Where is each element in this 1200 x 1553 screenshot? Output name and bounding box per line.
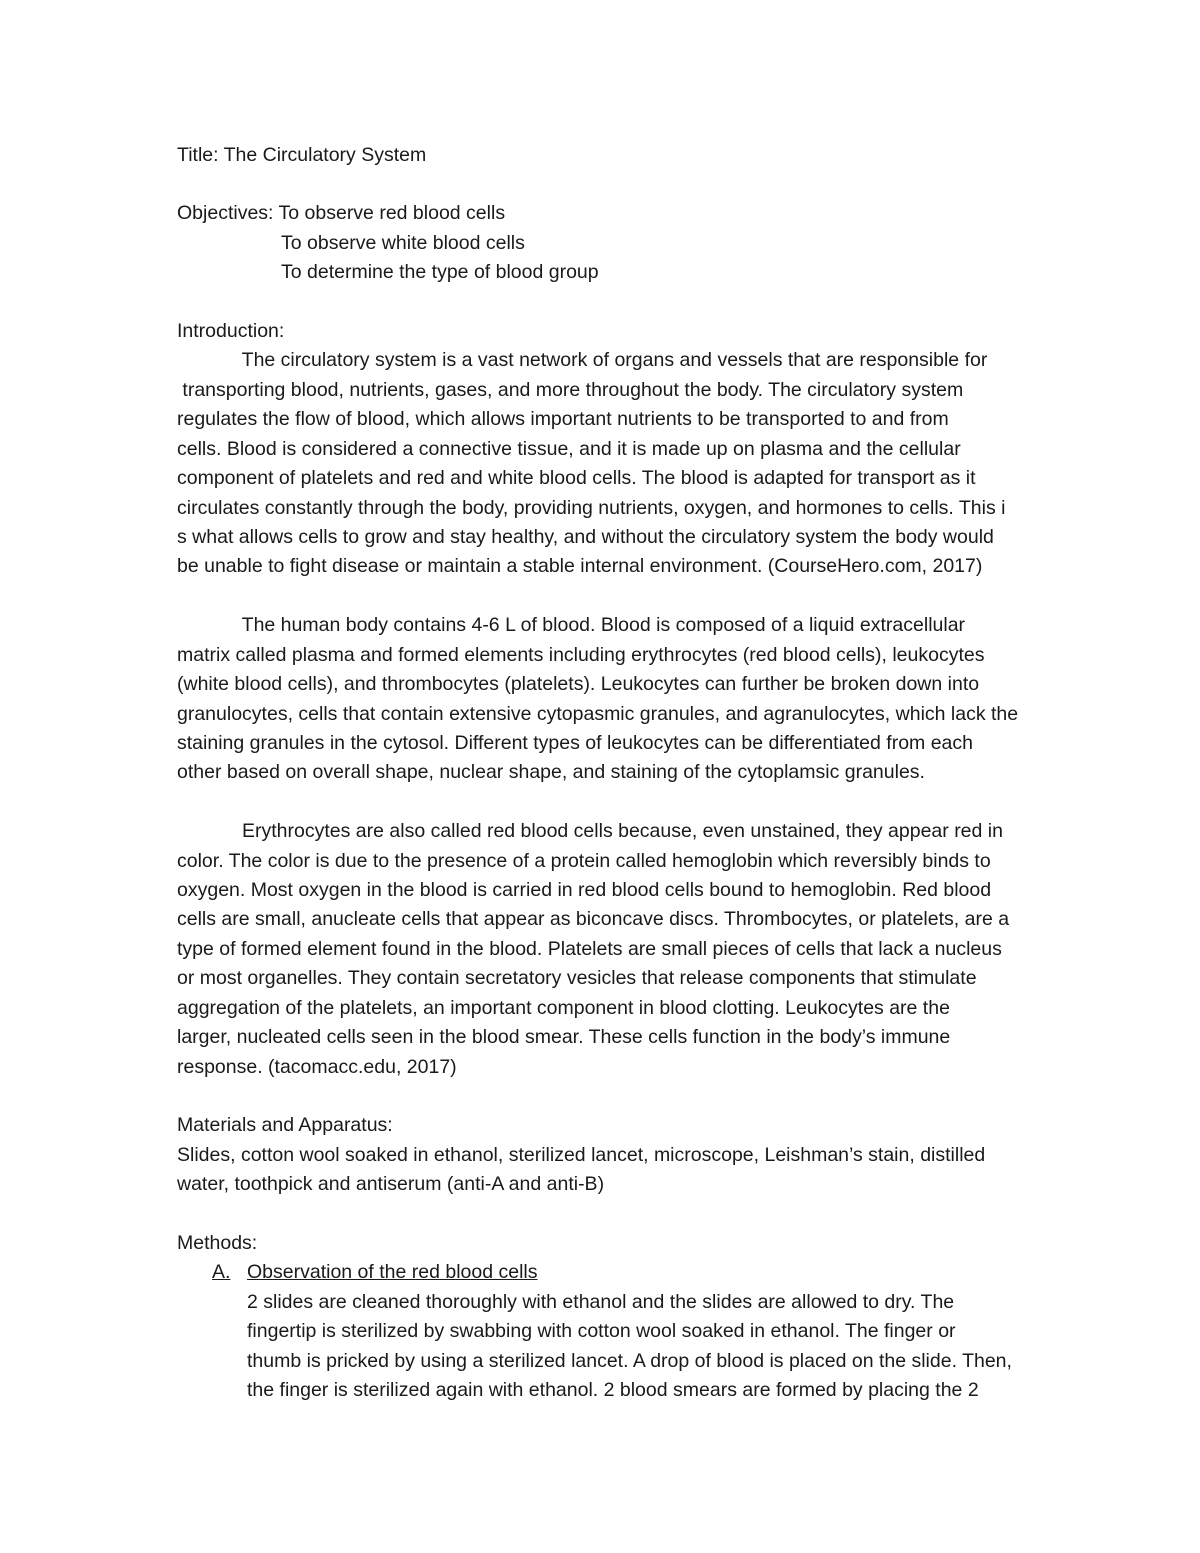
method-a-line: 2 slides are cleaned thoroughly with ethanol and the slides are allowed to dry. The <box>247 1291 955 1313</box>
intro-p1-line: be unable to fight disease or maintain a stable internal environment. (CourseHero.com, 2017) <box>177 555 983 577</box>
materials-line: water, toothpick and antiserum (anti-A and anti-B) <box>177 1173 605 1195</box>
intro-p3-line: larger, nucleated cells seen in the blood smear. These cells function in the body’s immune <box>177 1026 951 1048</box>
materials-heading: Materials and Apparatus: <box>177 1114 393 1136</box>
intro-p3-line: or most organelles. They contain secretatory vesicles that release components that stimulate <box>177 967 977 989</box>
intro-p1-line: component of platelets and red and white blood cells. The blood is adapted for transport as it <box>177 467 976 489</box>
materials-line: Slides, cotton wool soaked in ethanol, sterilized lancet, microscope, Leishman’s stain, distilled <box>177 1144 986 1166</box>
intro-p1-line: transporting blood, nutrients, gases, and more throughout the body. The circulatory system <box>177 379 964 401</box>
document-title: Title: The Circulatory System <box>177 144 427 166</box>
intro-p3-line: aggregation of the platelets, an important component in blood clotting. Leukocytes are the <box>177 997 950 1019</box>
methods-heading: Methods: <box>177 1232 258 1254</box>
intro-p1-line: regulates the flow of blood, which allows important nutrients to be transported to and from <box>177 408 949 430</box>
objective-item: To observe white blood cells <box>281 232 525 254</box>
method-a-line: thumb is pricked by using a sterilized lancet. A drop of blood is placed on the slide. Then, <box>247 1350 1012 1372</box>
intro-p2-line: granulocytes, cells that contain extensive cytopasmic granules, and agranulocytes, which lack the <box>177 703 1019 725</box>
intro-p1-line: circulates constantly through the body, providing nutrients, oxygen, and hormones to cells. This i <box>177 497 1006 519</box>
intro-p2-line: staining granules in the cytosol. Different types of leukocytes can be differentiated from each <box>177 732 973 754</box>
method-a-marker: A. <box>212 1261 231 1283</box>
intro-p3-line: cells are small, anucleate cells that appear as biconcave discs. Thrombocytes, or platelets, are a <box>177 908 1010 930</box>
intro-p3-line: oxygen. Most oxygen in the blood is carried in red blood cells bound to hemoglobin. Red blood <box>177 879 992 901</box>
introduction-heading: Introduction: <box>177 320 285 342</box>
intro-p2-line: (white blood cells), and thrombocytes (platelets). Leukocytes can further be broken down into <box>177 673 980 695</box>
intro-p3-line: color. The color is due to the presence of a protein called hemoglobin which reversibly binds to <box>177 850 991 872</box>
intro-p2-line: The human body contains 4-6 L of blood. Blood is composed of a liquid extracellular <box>177 614 966 636</box>
objective-item: To determine the type of blood group <box>281 261 599 283</box>
objectives-line: Objectives: To observe red blood cells <box>177 202 506 224</box>
intro-p2-line: other based on overall shape, nuclear shape, and staining of the cytoplamsic granules. <box>177 761 925 783</box>
method-a-line: the finger is sterilized again with ethanol. 2 blood smears are formed by placing the 2 <box>247 1379 979 1401</box>
intro-p3-line: type of formed element found in the blood. Platelets are small pieces of cells that lack a nucleus <box>177 938 1002 960</box>
intro-p3-line: Erythrocytes are also called red blood cells because, even unstained, they appear red in <box>177 820 1003 842</box>
intro-p1-line: s what allows cells to grow and stay healthy, and without the circulatory system the body would <box>177 526 994 548</box>
intro-p2-line: matrix called plasma and formed elements including erythrocytes (red blood cells), leukocytes <box>177 644 985 666</box>
intro-p1-line: The circulatory system is a vast network of organs and vessels that are responsible for <box>177 349 988 371</box>
intro-p1-line: cells. Blood is considered a connective tissue, and it is made up on plasma and the cellular <box>177 438 961 460</box>
method-a-heading: Observation of the red blood cells <box>247 1261 538 1283</box>
method-a-line: fingertip is sterilized by swabbing with cotton wool soaked in ethanol. The finger or <box>247 1320 956 1342</box>
intro-p3-line: response. (tacomacc.edu, 2017) <box>177 1056 457 1078</box>
